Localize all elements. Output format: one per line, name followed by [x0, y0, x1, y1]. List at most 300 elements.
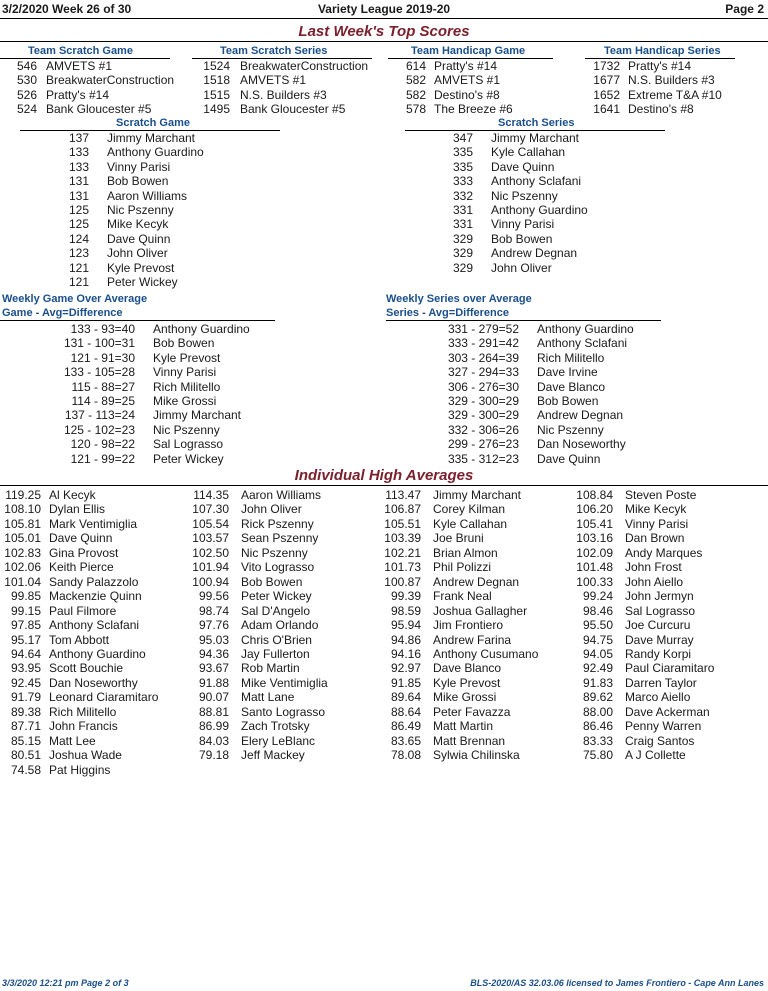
- high-average-row: [572, 574, 684, 589]
- score-value: 113.47: [385, 488, 421, 502]
- bowler-name: Mike Grossi: [433, 690, 497, 705]
- score-value: 327 - 294=33: [447, 365, 519, 380]
- bowler-name: Chris O'Brien: [241, 632, 312, 647]
- high-average-row: [0, 618, 140, 633]
- high-average-row: [188, 603, 310, 618]
- score-value: 86.99: [198, 719, 229, 734]
- scratch-game-row: [50, 231, 171, 246]
- bowler-name: Penny Warren: [625, 719, 702, 734]
- high-average-row: [380, 502, 506, 517]
- top-scores-title: Last Week's Top Scores: [298, 23, 470, 40]
- high-average-row: [0, 733, 96, 748]
- score-value: 137 - 113=24: [64, 408, 135, 423]
- high-average-row: [380, 545, 498, 560]
- bowler-name: Rich Militello: [49, 704, 117, 719]
- bowler-name: Andrew Degnan: [433, 574, 520, 589]
- bowler-name: Al Kecyk: [49, 488, 96, 502]
- high-average-row: [188, 560, 315, 575]
- bowler-name: Joshua Wade: [49, 748, 122, 763]
- score-value: 329 - 300=29: [447, 394, 519, 408]
- section-subtitle: Series - Avg=Difference: [386, 307, 509, 319]
- high-average-row: [0, 516, 138, 531]
- score-value: 88.64: [390, 704, 421, 719]
- high-average-row: [0, 646, 146, 661]
- bowler-name: Dave Quinn: [491, 159, 555, 174]
- game-over-avg-row: [40, 322, 250, 336]
- high-averages-rule: [0, 485, 768, 486]
- bowler-name: Marco Aiello: [625, 690, 691, 705]
- header-date-week: 3/2/2020 Week 26 of 30: [2, 2, 132, 16]
- bowler-name: Andrew Degnan: [537, 408, 624, 423]
- high-average-row: [0, 632, 110, 647]
- score-value: 1641: [593, 102, 620, 117]
- high-average-row: [572, 748, 686, 763]
- bowler-name: Vinny Parisi: [491, 217, 555, 232]
- high-average-row: [188, 646, 310, 661]
- section-title: Weekly Game Over Average: [2, 293, 148, 305]
- bowler-name: Dave Quinn: [537, 451, 601, 466]
- bowler-name: Jimmy Marchant: [153, 408, 242, 423]
- bowler-name: Anthony Cusumano: [433, 646, 539, 661]
- bowler-name: Frank Neal: [433, 589, 492, 604]
- score-value: 108.10: [4, 502, 41, 517]
- bowler-name: BreakwaterConstruction: [240, 59, 369, 73]
- score-value: 1677: [593, 73, 620, 88]
- score-value: 102.83: [4, 545, 41, 560]
- score-value: 614: [405, 59, 426, 73]
- score-value: 95.94: [390, 618, 421, 633]
- score-value: 83.33: [582, 733, 613, 748]
- bowler-name: Peter Wickey: [107, 275, 178, 289]
- score-value: 97.85: [10, 618, 41, 633]
- score-value: 331: [452, 217, 473, 232]
- high-average-row: [380, 704, 511, 719]
- scratch-game-row: [50, 145, 204, 160]
- bowler-name: Vinny Parisi: [153, 365, 217, 380]
- bowler-name: Andrew Degnan: [491, 246, 578, 261]
- scratch-game-row: [50, 275, 178, 289]
- bowler-name: Anthony Sclafani: [537, 336, 628, 351]
- score-value: 89.38: [10, 704, 41, 719]
- score-value: 105.81: [4, 516, 41, 531]
- bowler-name: Bob Bowen: [153, 336, 215, 351]
- high-average-row: [188, 675, 328, 690]
- bowler-name: Sylwia Chilinska: [433, 748, 520, 763]
- score-value: 114 - 89=25: [71, 394, 135, 408]
- scratch-series-row: [434, 260, 552, 275]
- high-average-row: [188, 589, 312, 604]
- bowler-name: Dave Blanco: [537, 379, 606, 394]
- high-average-row: [0, 704, 117, 719]
- bowler-name: Peter Favazza: [433, 704, 511, 719]
- bowler-name: Paul Ciaramitaro: [625, 661, 715, 676]
- score-value: 94.05: [582, 646, 613, 661]
- high-average-row: [572, 704, 710, 719]
- team-score-row: [394, 59, 497, 73]
- bowler-name: John Oliver: [107, 246, 168, 261]
- score-value: 98.74: [198, 603, 229, 618]
- high-average-row: [188, 733, 316, 748]
- game-over-avg-row: [40, 408, 242, 423]
- score-value: 101.94: [192, 560, 229, 575]
- score-value: 306 - 276=30: [447, 379, 519, 394]
- score-value: 125: [68, 203, 89, 217]
- bowler-name: Mike Grossi: [153, 394, 217, 408]
- high-average-row: [380, 603, 528, 618]
- bowler-name: Kyle Callahan: [491, 145, 566, 160]
- score-value: 94.36: [198, 646, 229, 661]
- footer-license: BLS-2020/AS 32.03.06 licensed to James Frontiero - Cape Ann Lanes: [470, 978, 764, 988]
- bowler-name: Santo Lograsso: [241, 704, 326, 719]
- high-average-row: [188, 661, 300, 676]
- bowler-name: Kyle Prevost: [433, 675, 501, 690]
- score-value: 329: [452, 260, 473, 275]
- scratch-game-row: [50, 203, 174, 217]
- bowler-name: Keith Pierce: [49, 560, 114, 575]
- high-average-row: [0, 545, 119, 560]
- score-value: 133: [68, 145, 89, 160]
- bowler-name: Rich Militello: [537, 350, 605, 365]
- bowler-name: Nic Pszenny: [107, 203, 174, 217]
- bowler-name: Anthony Guardino: [107, 145, 204, 160]
- header-page: Page 2: [725, 2, 764, 16]
- scratch-series-row: [434, 217, 555, 232]
- team-score-row: [394, 102, 513, 117]
- scratch-series-row: [434, 246, 578, 261]
- bowler-name: Dave Irvine: [537, 365, 598, 380]
- high-average-row: [0, 531, 113, 546]
- game-over-avg-row: [40, 422, 220, 437]
- high-average-row: [0, 762, 111, 777]
- score-value: 79.18: [198, 748, 229, 763]
- bowler-name: Nic Pszenny: [153, 422, 220, 437]
- section-title: Team Handicap Game: [411, 45, 526, 57]
- bowler-name: Vito Lograsso: [241, 560, 315, 575]
- bowler-name: Dylan Ellis: [49, 502, 106, 517]
- high-average-row: [188, 719, 310, 734]
- team-score-row: [190, 59, 369, 73]
- bowler-name: Jay Fullerton: [241, 646, 310, 661]
- score-value: 524: [16, 102, 37, 117]
- series-over-avg-row: [420, 408, 624, 423]
- scratch-game-row: [50, 188, 188, 203]
- score-value: 131: [68, 188, 89, 203]
- bowler-name: Andy Marques: [625, 545, 703, 560]
- bowler-name: Paul Filmore: [49, 603, 117, 618]
- high-average-row: [188, 502, 302, 517]
- bowler-name: Pratty's #14: [46, 87, 109, 102]
- high-average-row: [380, 618, 504, 633]
- score-value: 530: [16, 73, 37, 88]
- score-value: 91.88: [198, 675, 229, 690]
- score-value: 100.33: [576, 574, 613, 589]
- score-value: 91.79: [10, 690, 41, 705]
- high-average-row: [188, 516, 314, 531]
- scratch-series-row: [434, 159, 555, 174]
- team-score-row: [0, 102, 152, 117]
- score-value: 332: [452, 188, 473, 203]
- high-average-row: [572, 531, 685, 546]
- score-value: 1495: [203, 102, 230, 117]
- score-value: 329 - 300=29: [447, 408, 519, 423]
- series-over-avg-row: [420, 322, 634, 336]
- high-average-row: [380, 661, 502, 676]
- score-value: 121: [68, 260, 89, 275]
- scratch-game-row: [50, 217, 169, 232]
- score-value: 94.64: [10, 646, 41, 661]
- bowler-name: Matt Martin: [433, 719, 494, 734]
- bowler-name: Anthony Guardino: [49, 646, 146, 661]
- score-value: 114.35: [193, 488, 229, 502]
- bowler-name: Bob Bowen: [241, 574, 303, 589]
- high-average-row: [380, 516, 508, 531]
- score-value: 78.08: [390, 748, 421, 763]
- score-value: 333: [452, 174, 473, 189]
- bowler-name: Tom Abbott: [49, 632, 110, 647]
- team-score-row: [394, 73, 501, 88]
- bowler-name: Sal Lograsso: [625, 603, 696, 618]
- score-value: 100.94: [192, 574, 229, 589]
- scratch-series-row: [434, 231, 553, 246]
- team-score-row: [582, 73, 715, 88]
- header-league-name: Variety League 2019-20: [317, 2, 451, 16]
- team-score-row: [394, 87, 500, 102]
- bowler-name: Gina Provost: [49, 545, 119, 560]
- score-value: 99.85: [10, 589, 41, 604]
- top-scores-rule: [0, 41, 768, 42]
- bowler-name: Jimmy Marchant: [433, 488, 522, 502]
- bowler-name: Joe Bruni: [433, 531, 484, 546]
- bowler-name: Peter Wickey: [241, 589, 312, 604]
- high-average-row: [380, 632, 512, 647]
- section-subtitle: Game - Avg=Difference: [2, 307, 123, 319]
- high-average-row: [572, 488, 697, 502]
- bowler-name: Nic Pszenny: [241, 545, 308, 560]
- score-value: 92.45: [10, 675, 41, 690]
- high-average-row: [572, 733, 695, 748]
- score-value: 125 - 102=23: [63, 422, 135, 437]
- high-average-row: [572, 690, 691, 705]
- score-value: 347: [452, 131, 473, 145]
- bowler-name: Rich Militello: [153, 379, 221, 394]
- score-value: 88.00: [582, 704, 613, 719]
- bowler-name: Bank Gloucester #5: [46, 102, 152, 117]
- team-score-row: [190, 73, 307, 88]
- high-average-row: [188, 690, 295, 705]
- score-value: 121 - 99=22: [70, 451, 135, 466]
- game-over-avg-row: [40, 379, 221, 394]
- high-average-row: [380, 589, 492, 604]
- score-value: 99.56: [198, 589, 229, 604]
- score-value: 95.03: [198, 632, 229, 647]
- score-value: 102.50: [192, 545, 229, 560]
- score-value: 333 - 291=42: [447, 336, 519, 351]
- score-value: 99.24: [582, 589, 613, 604]
- high-average-row: [188, 632, 312, 647]
- game-over-avg-row: [40, 451, 224, 466]
- score-value: 98.46: [582, 603, 613, 618]
- header-rule: [0, 18, 768, 19]
- score-value: 83.65: [390, 733, 421, 748]
- scratch-game-row: [50, 159, 171, 174]
- scratch-game-row: [50, 174, 169, 189]
- high-average-row: [572, 589, 694, 604]
- score-value: 106.87: [384, 502, 421, 517]
- game-over-avg-row: [40, 394, 217, 408]
- high-average-row: [0, 748, 122, 763]
- score-value: 125: [68, 217, 89, 232]
- bowler-name: John Aiello: [625, 574, 684, 589]
- bowler-name: Dave Murray: [625, 632, 694, 647]
- bowler-name: Mike Ventimiglia: [241, 675, 328, 690]
- high-average-row: [380, 646, 539, 661]
- bowler-name: Elery LeBlanc: [241, 733, 316, 748]
- bowler-name: Rick Pszenny: [241, 516, 314, 531]
- high-average-row: [188, 531, 319, 546]
- score-value: 101.73: [384, 560, 421, 575]
- score-value: 98.59: [390, 603, 421, 618]
- team-score-row: [190, 87, 327, 102]
- high-average-row: [0, 502, 106, 517]
- high-average-row: [572, 502, 687, 517]
- score-value: 99.39: [390, 589, 421, 604]
- scratch-game-row: [50, 260, 175, 275]
- score-value: 99.15: [10, 603, 41, 618]
- series-over-avg-row: [420, 422, 604, 437]
- scratch-game-row: [50, 131, 196, 145]
- bowler-name: AMVETS #1: [434, 73, 501, 88]
- bowler-name: Joe Curcuru: [625, 618, 691, 633]
- scratch-series-row: [434, 131, 580, 145]
- score-value: 95.17: [10, 632, 41, 647]
- high-average-row: [0, 603, 117, 618]
- score-value: 93.67: [198, 661, 229, 676]
- high-average-row: [0, 719, 118, 734]
- high-averages-title: Individual High Averages: [294, 467, 474, 484]
- score-value: 546: [16, 59, 37, 73]
- score-value: 335: [452, 159, 473, 174]
- score-value: 123: [68, 246, 89, 261]
- section-title: Scratch Game: [116, 117, 190, 129]
- score-value: 94.86: [390, 632, 421, 647]
- bowler-name: N.S. Builders #3: [240, 87, 327, 102]
- high-average-row: [380, 719, 494, 734]
- bowler-name: Dave Quinn: [49, 531, 113, 546]
- bowler-name: A J Collette: [625, 748, 686, 763]
- score-value: 1524: [203, 59, 230, 73]
- score-value: 86.46: [582, 719, 613, 734]
- score-value: 108.84: [576, 488, 613, 502]
- score-value: 103.39: [384, 531, 421, 546]
- section-title: Team Handicap Series: [604, 45, 721, 57]
- score-value: 106.20: [576, 502, 613, 517]
- bowler-name: Dave Quinn: [107, 231, 171, 246]
- score-value: 85.15: [10, 733, 41, 748]
- bowler-name: John Francis: [49, 719, 118, 734]
- score-value: 95.50: [582, 618, 613, 633]
- high-average-row: [380, 748, 520, 763]
- bowler-name: Matt Brennan: [433, 733, 506, 748]
- bowler-name: Jim Frontiero: [433, 618, 504, 633]
- bowler-name: Scott Bouchie: [49, 661, 124, 676]
- bowler-name: Bob Bowen: [491, 231, 553, 246]
- bowler-name: Nic Pszenny: [537, 422, 604, 437]
- score-value: 526: [16, 87, 37, 102]
- team-score-row: [582, 102, 694, 117]
- high-average-row: [188, 545, 308, 560]
- bowler-name: Mackenzie Quinn: [49, 589, 142, 604]
- score-value: 105.01: [4, 531, 41, 546]
- game-over-avg-row: [40, 365, 217, 380]
- bowler-name: Vinny Parisi: [107, 159, 171, 174]
- bowler-name: Bank Gloucester #5: [240, 102, 346, 117]
- score-value: 131 - 100=31: [63, 336, 135, 351]
- high-average-row: [572, 545, 703, 560]
- series-over-avg-row: [420, 365, 598, 380]
- high-average-row: [188, 748, 305, 763]
- bowler-name: Joshua Gallagher: [433, 603, 528, 618]
- section-title: Scratch Series: [498, 117, 575, 129]
- bowler-name: Pratty's #14: [434, 59, 497, 73]
- score-value: 89.64: [390, 690, 421, 705]
- score-value: 103.16: [576, 531, 613, 546]
- score-value: 578: [405, 102, 426, 117]
- section-title: Team Scratch Game: [28, 45, 133, 57]
- high-average-row: [572, 661, 715, 676]
- bowler-name: John Frost: [625, 560, 682, 575]
- score-value: 105.54: [192, 516, 229, 531]
- bowler-name: The Breeze #6: [434, 102, 513, 117]
- bowler-name: Anthony Sclafani: [491, 174, 582, 189]
- score-value: 103.57: [192, 531, 229, 546]
- bowler-name: Anthony Guardino: [537, 322, 634, 336]
- score-value: 94.16: [390, 646, 421, 661]
- high-average-row: [572, 516, 689, 531]
- bowler-name: John Jermyn: [625, 589, 694, 604]
- bowler-name: AMVETS #1: [240, 73, 307, 88]
- bowler-name: Aaron Williams: [241, 488, 322, 502]
- high-average-row: [572, 560, 682, 575]
- high-average-row: [380, 574, 520, 589]
- bowler-name: Mike Kecyk: [107, 217, 169, 232]
- score-value: 105.41: [576, 516, 613, 531]
- score-value: 335 - 312=23: [447, 451, 519, 466]
- bowler-name: Kyle Prevost: [107, 260, 175, 275]
- bowler-name: Anthony Guardino: [491, 203, 588, 217]
- series-over-avg-row: [420, 379, 606, 394]
- bowler-name: Brian Almon: [433, 545, 498, 560]
- scratch-game-row: [50, 246, 168, 261]
- bowler-name: Zach Trotsky: [241, 719, 310, 734]
- high-average-row: [188, 618, 319, 633]
- bowler-name: John Oliver: [491, 260, 552, 275]
- bowler-name: Corey Kilman: [433, 502, 506, 517]
- high-average-row: [188, 574, 303, 589]
- bowler-name: Sal D'Angelo: [241, 603, 310, 618]
- high-average-row: [572, 603, 696, 618]
- score-value: 332 - 306=26: [447, 422, 519, 437]
- team-score-row: [190, 102, 346, 117]
- bowler-name: Extreme T&A #10: [628, 87, 722, 102]
- high-average-row: [572, 618, 691, 633]
- series-over-avg-row: [420, 350, 605, 365]
- high-average-row: [0, 574, 139, 589]
- score-value: 107.30: [192, 502, 229, 517]
- high-average-row: [380, 733, 506, 748]
- bowler-name: Mike Kecyk: [625, 502, 687, 517]
- score-value: 92.97: [390, 661, 421, 676]
- score-value: 91.83: [582, 675, 613, 690]
